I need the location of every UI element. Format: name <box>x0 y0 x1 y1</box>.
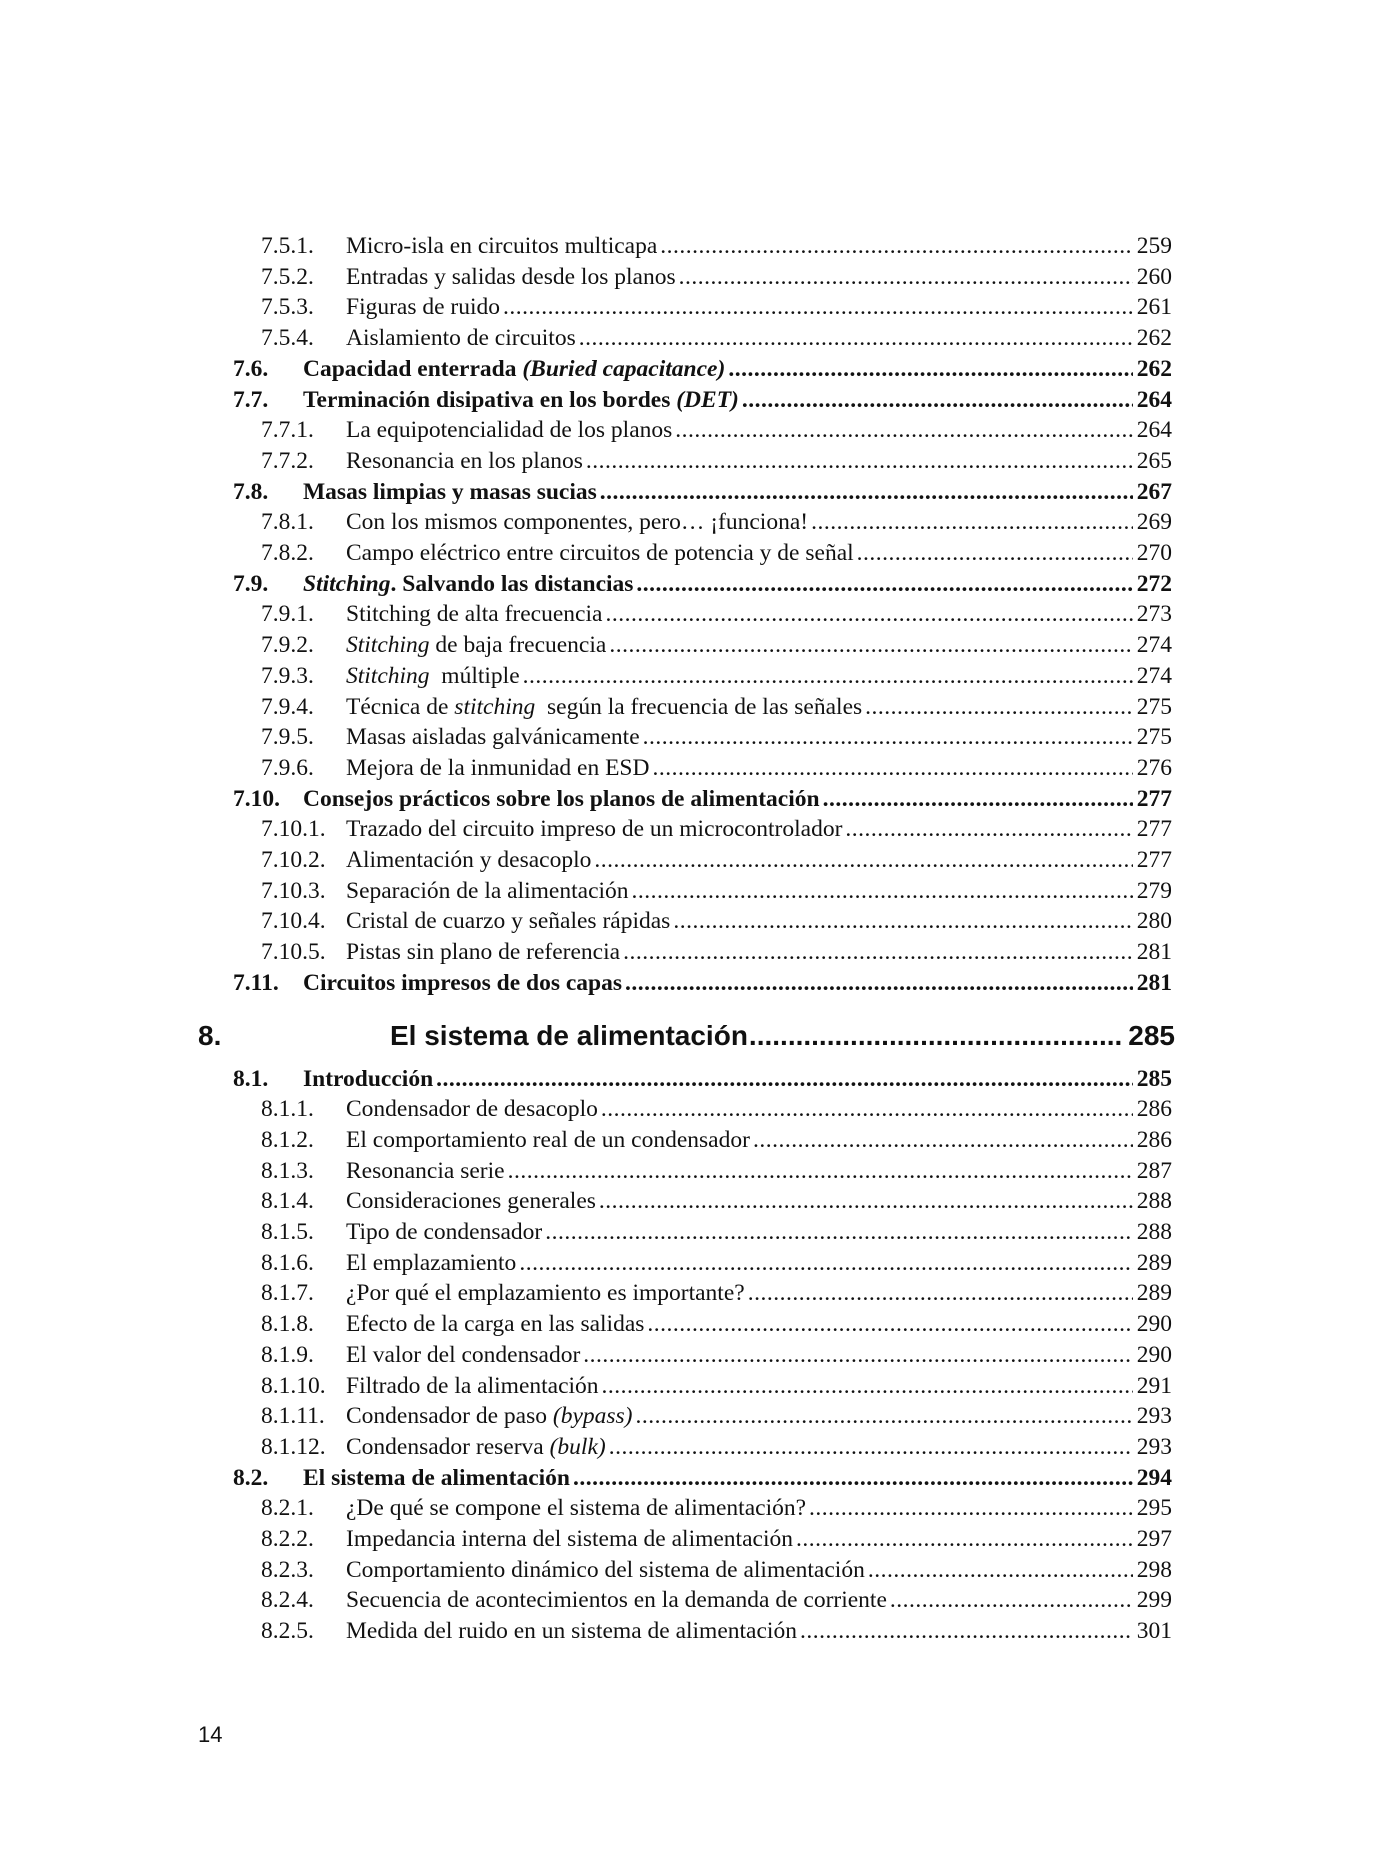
toc-subsection-entry[interactable] <box>0 661 1397 691</box>
toc-dot-leader <box>594 845 1132 875</box>
toc-entry-page: 281 <box>1136 969 1172 996</box>
toc-entry-title <box>346 538 854 568</box>
toc-entry-title <box>346 630 606 660</box>
toc-entry-page: 277 <box>1136 785 1172 812</box>
toc-entry-number: 8.1.1. <box>261 1096 314 1123</box>
toc-dot-leader <box>865 692 1133 722</box>
toc-entry-title-text: múltiple <box>429 662 520 689</box>
toc-entry-title <box>346 753 649 783</box>
toc-entry-title-text: Campo eléctrico entre circuitos de potencia y de señal <box>346 540 854 566</box>
toc-subsection-entry[interactable] <box>0 1125 1397 1155</box>
toc-entry-title-text: Separación de la alimentación <box>346 877 629 904</box>
toc-entry-number: 8.1.12. <box>261 1433 326 1460</box>
toc-entry-title-italic: (Buried capacitance) <box>522 355 726 382</box>
toc-entry-page: 277 <box>1136 816 1172 843</box>
toc-entry-page: 288 <box>1136 1188 1172 1215</box>
toc-entry-number: 7.10.4. <box>261 908 326 935</box>
toc-subsection-entry[interactable] <box>0 1555 1397 1585</box>
toc-entry-number: 7.10.1. <box>261 816 326 843</box>
toc-entry-number: 7.10.2. <box>261 847 326 873</box>
toc-entry-title-text: Impedancia interna del sistema de alimentación <box>346 1526 793 1552</box>
toc-entry-title-text: Pistas sin plano de referencia <box>346 939 621 966</box>
toc-entry-page: 286 <box>1136 1126 1172 1153</box>
toc-entry-title <box>346 1432 606 1462</box>
toc-entry-title <box>346 722 640 752</box>
toc-subsection-entry[interactable] <box>0 1616 1397 1646</box>
toc-subsection-entry[interactable] <box>0 692 1397 722</box>
toc-entry-title <box>346 1371 599 1401</box>
toc-subsection-entry[interactable] <box>0 814 1397 844</box>
toc-dot-leader <box>636 1401 1133 1431</box>
toc-entry-page: 267 <box>1136 478 1172 505</box>
toc-entry-title <box>346 323 576 353</box>
toc-entry-title-text: Masas aisladas galvánicamente <box>346 724 640 751</box>
toc-dot-leader <box>868 1555 1133 1585</box>
toc-entry-number: 7.10.3. <box>261 877 326 904</box>
toc-entry-title-text: Tipo de condensador <box>346 1219 543 1245</box>
toc-entry-title-text: Efecto de la carga en las salidas <box>346 1311 645 1338</box>
toc-entry-title-italic: (bypass) <box>552 1403 633 1430</box>
toc-entry-number: 7.9.1. <box>261 601 314 628</box>
toc-dot-leader <box>748 1278 1133 1308</box>
toc-entry-title <box>346 1278 745 1308</box>
toc-entry-page: 262 <box>1136 325 1172 352</box>
toc-entry-title-text: Introducción <box>303 1065 434 1092</box>
toc-section-entry[interactable] <box>0 385 1397 415</box>
toc-entry-title <box>346 1340 580 1370</box>
toc-entry-number: 8.1.5. <box>261 1219 314 1245</box>
toc-entry-number: 7.7.1. <box>261 417 314 444</box>
toc-subsection-entry[interactable] <box>0 599 1397 629</box>
toc-entry-number: 8.2.2. <box>261 1526 314 1552</box>
toc-entry-title-text: Con los mismos componentes, pero… ¡funciona! <box>346 509 809 536</box>
toc-dot-leader <box>609 630 1132 660</box>
toc-entry-number: 7.9.5. <box>261 724 314 751</box>
toc-entry-page: 280 <box>1136 908 1172 935</box>
toc-entry-title-text: Condensador de paso <box>346 1403 553 1430</box>
toc-entry-page: 272 <box>1136 570 1172 597</box>
toc-dot-leader <box>796 1524 1133 1554</box>
toc-entry-page: 281 <box>1136 939 1172 966</box>
toc-entry-number: 8.2.1. <box>261 1495 314 1522</box>
toc-entry-number: 7.5.3. <box>261 294 314 321</box>
toc-entry-title-text: . Salvando las distancias <box>390 570 634 597</box>
toc-dot-leader <box>811 507 1133 537</box>
toc-section-entry[interactable] <box>0 1064 1397 1094</box>
toc-dot-leader <box>579 323 1133 353</box>
toc-entry-page: 276 <box>1136 754 1172 781</box>
toc-entry-page: 275 <box>1136 724 1172 751</box>
toc-subsection-entry[interactable] <box>0 1340 1397 1370</box>
toc-entry-title <box>346 1248 516 1278</box>
toc-entry-title <box>346 262 676 292</box>
toc-entry-title-text: Comportamiento dinámico del sistema de alimentación <box>346 1556 865 1583</box>
toc-entry-title <box>346 876 629 906</box>
toc-dot-leader <box>809 1493 1133 1523</box>
toc-entry-title <box>346 661 520 691</box>
toc-entry-number: 8.1.4. <box>261 1188 314 1215</box>
toc-entry-page: 288 <box>1136 1219 1172 1245</box>
toc-entry-number: 7.5.4. <box>261 325 314 352</box>
toc-entry-number: 8.2.4. <box>261 1587 314 1614</box>
toc-entry-title-text: Masas limpias y masas sucias <box>303 478 597 505</box>
toc-entry-title <box>346 446 583 476</box>
toc-entry-page: 264 <box>1136 417 1172 444</box>
toc-dot-leader <box>625 968 1133 998</box>
toc-entry-title-text: ¿De qué se compone el sistema de alimentación? <box>346 1495 807 1522</box>
toc-entry-title <box>346 1585 887 1615</box>
toc-entry-number: 7.8. <box>233 478 269 505</box>
toc-subsection-entry[interactable] <box>0 1186 1397 1216</box>
toc-entry-number: 7.6. <box>233 355 269 382</box>
toc-entry-title-text: de baja frecuencia <box>429 632 607 659</box>
toc-entry-title-text: La equipotencialidad de los planos <box>346 417 673 444</box>
toc-entry-page: 298 <box>1136 1556 1172 1583</box>
toc-subsection-entry[interactable] <box>0 507 1397 537</box>
toc-entry-title-text: Capacidad enterrada <box>303 355 523 382</box>
toc-entry-title <box>346 906 670 936</box>
toc-entry-title-italic: Stitching <box>346 632 430 659</box>
toc-dot-leader <box>857 538 1133 568</box>
toc-entry-number: 8.2.5. <box>261 1618 314 1645</box>
toc-entry-title <box>346 937 620 967</box>
toc-entry-title-text: ¿Por qué el emplazamiento es importante? <box>346 1280 745 1307</box>
toc-entry-title <box>303 569 633 599</box>
toc-entry-number: 7.9.2. <box>261 632 314 659</box>
toc-dot-leader <box>583 1340 1132 1370</box>
toc-subsection-entry[interactable] <box>0 415 1397 445</box>
toc-entry-page: 287 <box>1136 1157 1172 1184</box>
toc-dot-leader <box>599 1186 1133 1216</box>
toc-subsection-entry[interactable] <box>0 1401 1397 1431</box>
toc-section-entry[interactable] <box>0 784 1397 814</box>
toc-entry-page: 279 <box>1136 877 1172 904</box>
toc-section-entry[interactable] <box>0 569 1397 599</box>
toc-dot-leader <box>800 1616 1133 1646</box>
toc-entry-title-text: Condensador reserva <box>346 1433 550 1460</box>
toc-section-entry[interactable] <box>0 968 1397 998</box>
toc-entry-title <box>346 1186 596 1216</box>
toc-dot-leader <box>523 661 1133 691</box>
toc-entry-page: 270 <box>1136 540 1172 566</box>
toc-entry-number: 7.9.3. <box>261 662 314 689</box>
toc-subsection-entry[interactable] <box>0 538 1397 568</box>
toc-dot-leader <box>673 906 1132 936</box>
toc-entry-page: 301 <box>1136 1618 1172 1645</box>
toc-entry-page: 289 <box>1136 1249 1172 1276</box>
toc-entry-title-text: Técnica de <box>346 693 455 720</box>
toc-entry-number: 7.5.1. <box>261 233 314 259</box>
toc-entry-title <box>346 415 672 445</box>
toc-dot-leader <box>749 1016 1124 1056</box>
toc-dot-leader <box>503 292 1133 322</box>
toc-entry-page: 285 <box>1128 1019 1175 1051</box>
toc-entry-title <box>303 354 725 384</box>
toc-entry-number: 7.8.2. <box>261 540 314 566</box>
toc-dot-leader <box>728 354 1132 384</box>
toc-entry-page: 297 <box>1136 1526 1172 1552</box>
toc-entry-title <box>346 1616 797 1646</box>
toc-subsection-entry[interactable] <box>0 262 1397 292</box>
toc-subsection-entry[interactable] <box>0 845 1397 875</box>
toc-entry-number: 8.1. <box>233 1065 269 1092</box>
toc-section-entry[interactable] <box>0 354 1397 384</box>
toc-subsection-entry[interactable] <box>0 292 1397 322</box>
toc-dot-leader <box>823 784 1133 814</box>
toc-entry-title <box>346 1156 505 1186</box>
toc-entry-title <box>303 1064 433 1094</box>
toc-entry-page: 277 <box>1136 847 1172 873</box>
toc-subsection-entry[interactable] <box>0 630 1397 660</box>
toc-entry-page: 290 <box>1136 1341 1172 1368</box>
toc-subsection-entry[interactable] <box>0 323 1397 353</box>
toc-dot-leader <box>586 446 1133 476</box>
toc-entry-title-text: Filtrado de la alimentación <box>346 1372 599 1399</box>
toc-entry-title <box>346 1094 598 1124</box>
toc-entry-title <box>390 1016 748 1056</box>
toc-entry-title-italic: Stitching <box>303 570 391 597</box>
toc-entry-title-text: Consejos prácticos sobre los planos de alimentación <box>303 785 820 812</box>
toc-entry-title <box>303 477 597 507</box>
toc-subsection-entry[interactable] <box>0 446 1397 476</box>
toc-chapter-entry[interactable] <box>0 1016 1397 1056</box>
toc-entry-number: 7.10. <box>233 785 280 812</box>
toc-entry-title-text: Cristal de cuarzo y señales rápidas <box>346 908 671 935</box>
toc-entry-title <box>346 1493 806 1523</box>
toc-entry-number: 7.5.2. <box>261 263 314 290</box>
toc-entry-number: 8.2. <box>233 1464 269 1491</box>
toc-subsection-entry[interactable] <box>0 1278 1397 1308</box>
toc-subsection-entry[interactable] <box>0 231 1397 261</box>
toc-subsection-entry[interactable] <box>0 937 1397 967</box>
toc-entry-title <box>303 1463 570 1493</box>
toc-entry-number: 8.1.6. <box>261 1249 314 1276</box>
toc-entry-number: 8.1.3. <box>261 1157 314 1184</box>
toc-entry-title-italic: (DET) <box>676 386 739 413</box>
toc-subsection-entry[interactable] <box>0 876 1397 906</box>
toc-subsection-entry[interactable] <box>0 722 1397 752</box>
toc-entry-title-text: El valor del condensador <box>346 1341 581 1368</box>
toc-subsection-entry[interactable] <box>0 906 1397 936</box>
toc-entry-number: 8. <box>198 1019 222 1051</box>
toc-entry-page: 285 <box>1136 1065 1172 1092</box>
toc-entry-number: 7.7. <box>233 386 269 413</box>
toc-dot-leader <box>643 722 1133 752</box>
toc-subsection-entry[interactable] <box>0 1248 1397 1278</box>
toc-entry-title <box>346 1125 750 1155</box>
toc-subsection-entry[interactable] <box>0 1585 1397 1615</box>
toc-entry-number: 8.1.2. <box>261 1126 314 1153</box>
toc-dot-leader <box>845 814 1132 844</box>
toc-entry-title-text: El sistema de alimentación <box>390 1019 748 1051</box>
toc-entry-title-text: Condensador de desacoplo <box>346 1096 598 1123</box>
toc-entry-page: 294 <box>1136 1464 1172 1491</box>
toc-dot-leader <box>601 1094 1133 1124</box>
toc-entry-page: 295 <box>1136 1495 1172 1522</box>
toc-subsection-entry[interactable] <box>0 1432 1397 1462</box>
toc-dot-leader <box>647 1309 1132 1339</box>
toc-entry-page: 264 <box>1136 386 1172 413</box>
toc-entry-title <box>346 845 591 875</box>
toc-entry-page: 286 <box>1136 1096 1172 1123</box>
toc-subsection-entry[interactable] <box>0 1371 1397 1401</box>
toc-entry-page: 265 <box>1136 447 1172 474</box>
toc-entry-number: 7.9. <box>233 570 269 597</box>
toc-entry-title-text: Resonancia serie <box>346 1157 505 1184</box>
toc-entry-title-text: Medida del ruido en un sistema de alimentación <box>346 1618 797 1645</box>
toc-entry-title <box>346 1555 865 1585</box>
toc-entry-page: 290 <box>1136 1311 1172 1338</box>
toc-dot-leader <box>573 1463 1133 1493</box>
toc-entry-number: 8.1.9. <box>261 1341 314 1368</box>
toc-entry-number: 8.2.3. <box>261 1556 314 1583</box>
toc-entry-number: 7.9.6. <box>261 754 314 781</box>
toc-entry-page: 273 <box>1136 601 1172 628</box>
toc-dot-leader <box>545 1217 1132 1247</box>
toc-subsection-entry[interactable] <box>0 753 1397 783</box>
toc-dot-leader <box>679 262 1133 292</box>
toc-entry-title-text: Resonancia en los planos <box>346 447 583 474</box>
toc-entry-number: 7.11. <box>233 969 279 996</box>
toc-dot-leader <box>508 1156 1133 1186</box>
toc-entry-title <box>346 292 500 322</box>
toc-dot-leader <box>609 1432 1133 1462</box>
toc-subsection-entry[interactable] <box>0 1524 1397 1554</box>
toc-dot-leader <box>890 1585 1133 1615</box>
toc-subsection-entry[interactable] <box>0 1094 1397 1124</box>
toc-entry-title <box>346 1401 633 1431</box>
toc-entry-title <box>346 599 602 629</box>
toc-entry-title-italic: (bulk) <box>549 1433 606 1460</box>
toc-entry-title-text: Alimentación y desacoplo <box>346 847 592 873</box>
toc-entry-title-italic: Stitching <box>346 662 430 689</box>
toc-dot-leader <box>605 599 1132 629</box>
toc-entry-page: 274 <box>1136 632 1172 659</box>
toc-dot-leader <box>675 415 1132 445</box>
toc-entry-title-text: Mejora de la inmunidad en ESD <box>346 754 650 781</box>
toc-entry-number: 8.1.8. <box>261 1311 314 1338</box>
toc-entry-page: 291 <box>1136 1372 1172 1399</box>
toc-subsection-entry[interactable] <box>0 1217 1397 1247</box>
toc-subsection-entry[interactable] <box>0 1493 1397 1523</box>
toc-dot-leader <box>652 753 1132 783</box>
toc-section-entry[interactable] <box>0 1463 1397 1493</box>
toc-entry-page: 275 <box>1136 693 1172 720</box>
toc-entry-page: 293 <box>1136 1433 1172 1460</box>
toc-entry-number: 8.1.7. <box>261 1280 314 1307</box>
toc-dot-leader <box>632 876 1133 906</box>
toc-dot-leader <box>436 1064 1133 1094</box>
toc-dot-leader <box>753 1125 1133 1155</box>
toc-entry-page: 260 <box>1136 263 1172 290</box>
toc-dot-leader <box>602 1371 1133 1401</box>
toc-entry-page: 274 <box>1136 662 1172 689</box>
toc-entry-number: 7.9.4. <box>261 693 314 720</box>
toc-entry-page: 261 <box>1136 294 1172 321</box>
toc-entry-title-text: Entradas y salidas desde los planos <box>346 263 676 290</box>
toc-entry-title-text: Micro-isla en circuitos multicapa <box>346 233 658 259</box>
toc-entry-number: 8.1.10. <box>261 1372 326 1399</box>
toc-entry-page: 299 <box>1136 1587 1172 1614</box>
toc-subsection-entry[interactable] <box>0 1309 1397 1339</box>
toc-dot-leader <box>600 477 1133 507</box>
toc-entry-title-text: Trazado del circuito impreso de un microcontrolador <box>346 816 843 843</box>
toc-entry-title <box>303 784 820 814</box>
toc-entry-title <box>346 1217 542 1247</box>
toc-entry-number: 8.1.11. <box>261 1403 325 1430</box>
toc-entry-title <box>346 507 808 537</box>
toc-section-entry[interactable] <box>0 477 1397 507</box>
toc-dot-leader <box>660 231 1132 261</box>
toc-entry-page: 293 <box>1136 1403 1172 1430</box>
toc-dot-leader <box>742 385 1133 415</box>
toc-entry-title <box>346 692 862 722</box>
toc-entry-title <box>346 814 842 844</box>
toc-entry-title-text: Aislamiento de circuitos <box>346 325 576 352</box>
toc-entry-title <box>346 1524 793 1554</box>
toc-entry-page: 259 <box>1136 233 1172 259</box>
toc-entry-title-text: Terminación disipativa en los bordes <box>303 386 677 413</box>
toc-subsection-entry[interactable] <box>0 1156 1397 1186</box>
toc-entry-title-text: Stitching de alta frecuencia <box>346 601 603 628</box>
toc-entry-title-text: Secuencia de acontecimientos en la demanda de corriente <box>346 1587 887 1614</box>
page-number: 14 <box>198 1722 223 1747</box>
toc-entry-title-text: El comportamiento real de un condensador <box>346 1126 750 1153</box>
toc-entry-title <box>303 968 622 998</box>
toc-entry-number: 7.7.2. <box>261 447 314 474</box>
toc-entry-page: 269 <box>1136 509 1172 536</box>
toc-entry-page: 289 <box>1136 1280 1172 1307</box>
toc-entry-title-text: El sistema de alimentación <box>303 1464 570 1491</box>
toc-entry-title-text: El emplazamiento <box>346 1249 517 1276</box>
toc-entry-page: 262 <box>1136 355 1172 382</box>
toc-entry-number: 7.10.5. <box>261 939 326 966</box>
toc-dot-leader <box>519 1248 1132 1278</box>
toc-entry-title <box>346 231 657 261</box>
toc-entry-title <box>303 385 739 415</box>
toc-dot-leader <box>636 569 1132 599</box>
toc-entry-number: 7.8.1. <box>261 509 314 536</box>
toc-entry-title-text: Consideraciones generales <box>346 1188 596 1215</box>
toc-entry-title <box>346 1309 644 1339</box>
toc-entry-title-text: Figuras de ruido <box>346 294 501 321</box>
toc-entry-title-text: según la frecuencia de las señales <box>535 693 863 720</box>
toc-dot-leader <box>623 937 1133 967</box>
toc-entry-title-italic: stitching <box>454 693 536 720</box>
toc-entry-title-text: Circuitos impresos de dos capas <box>303 969 623 996</box>
